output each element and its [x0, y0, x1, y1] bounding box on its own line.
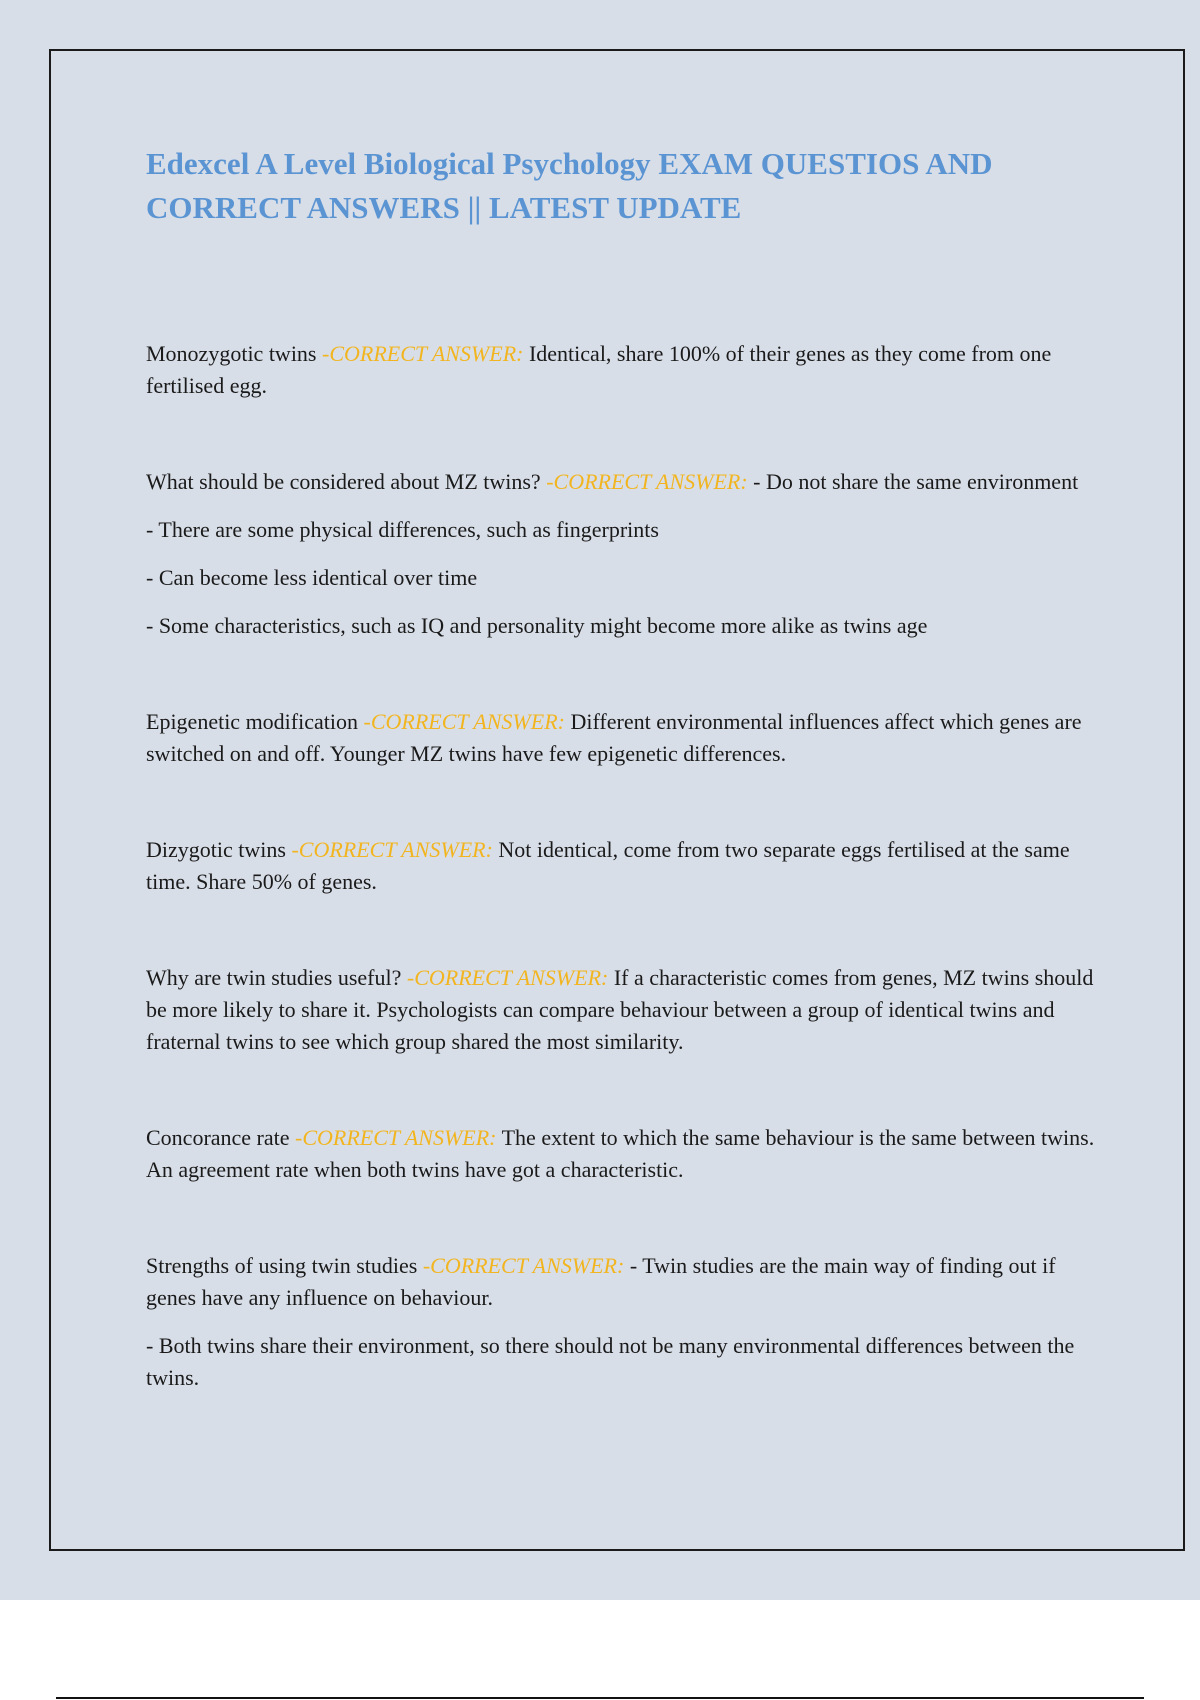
question-text: Epigenetic modification — [146, 709, 358, 734]
document-title: Edexcel A Level Biological Psychology EXAM QUESTIOS AND CORRECT ANSWERS || LATEST UPDATE — [146, 146, 993, 225]
correct-answer-marker: -CORRECT ANSWER: — [363, 709, 565, 734]
qa-main-line — [146, 962, 1096, 1058]
qa-main-line — [146, 706, 1096, 770]
answer-text: The extent to which the same behaviour is the same between twins. An agreement rate when both twins have got a characteristic. — [146, 1125, 1095, 1182]
qa-item — [146, 1122, 1096, 1186]
correct-answer-marker: -CORRECT ANSWER: — [295, 1125, 497, 1150]
qa-item — [146, 962, 1096, 1058]
question-text: Concorance rate — [146, 1125, 290, 1150]
qa-list — [146, 338, 1096, 1458]
qa-main-line — [146, 1250, 1096, 1314]
qa-main-line — [146, 1122, 1096, 1186]
qa-item — [146, 466, 1096, 642]
answer-text: - Twin studies are the main way of finding out if genes have any influence on behaviour. — [146, 1253, 1056, 1310]
answer-text: Different environmental influences affect which genes are switched on and off. Younger MZ twins have few epigenetic differences. — [146, 709, 1082, 766]
correct-answer-marker: -CORRECT ANSWER: — [322, 341, 524, 366]
correct-answer-marker: -CORRECT ANSWER: — [546, 469, 748, 494]
correct-answer-marker: -CORRECT ANSWER: — [291, 837, 493, 862]
qa-item — [146, 834, 1096, 898]
qa-main-line — [146, 466, 1096, 498]
answer-text: If a characteristic comes from genes, MZ twins should be more likely to share it. Psychologists can compare behaviour between a group of identical twins and fraternal twins to see which group shared the most similarity. — [146, 965, 1094, 1054]
answer-bullet: - Some characteristics, such as IQ and personality might become more alike as twins age — [146, 613, 928, 638]
answer-bullet: - Can become less identical over time — [146, 565, 478, 590]
correct-answer-marker: -CORRECT ANSWER: — [406, 965, 609, 990]
question-text: Monozygotic twins — [146, 341, 317, 366]
answer-bullet: - There are some physical differences, such as fingerprints — [146, 517, 659, 542]
footer-divider — [56, 1697, 1144, 1699]
answer-text: Identical, share 100% of their genes as they come from one fertilised egg. — [146, 341, 1052, 398]
question-text: Strengths of using twin studies — [146, 1253, 418, 1278]
qa-main-line — [146, 834, 1096, 898]
question-text: What should be considered about MZ twins? — [146, 469, 541, 494]
answer-text: - Do not share the same environment — [753, 469, 1079, 494]
question-text: Why are twin studies useful? — [146, 965, 402, 990]
qa-item — [146, 1250, 1096, 1394]
answer-text: Not identical, come from two separate eggs fertilised at the same time. Share 50% of genes. — [146, 837, 1070, 894]
question-text: Dizygotic twins — [146, 837, 286, 862]
qa-item — [146, 706, 1096, 770]
answer-bullet: - Both twins share their environment, so there should not be many environmental differences between the twins. — [146, 1333, 1075, 1390]
qa-main-line — [146, 338, 1096, 402]
correct-answer-marker: -CORRECT ANSWER: — [422, 1253, 625, 1278]
qa-item — [146, 338, 1096, 402]
